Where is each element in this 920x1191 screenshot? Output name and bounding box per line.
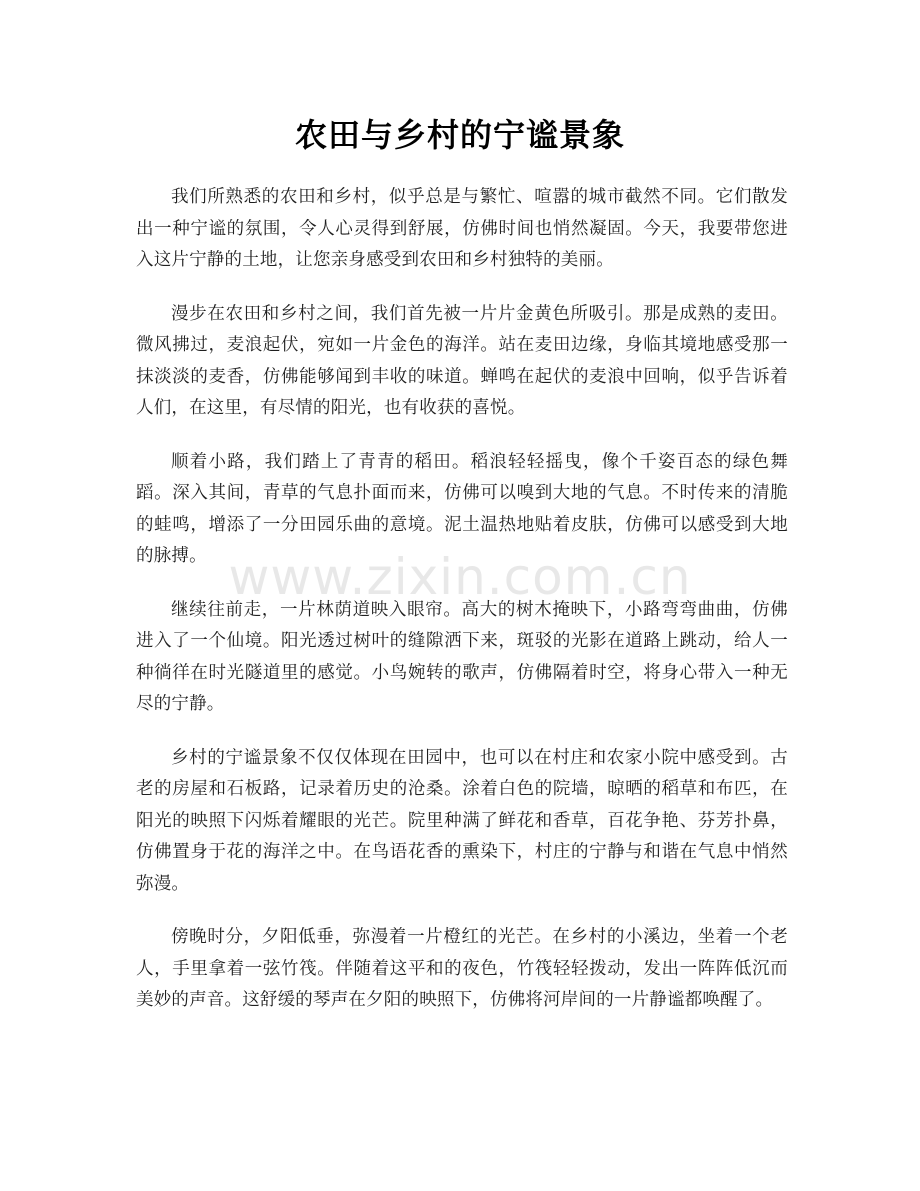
document-body (136, 182, 788, 1039)
paragraph-2: 漫步在农田和乡村之间，我们首先被一片片金黄色所吸引。那是成熟的麦田。微风拂过，麦浪起伏，宛如一片金色的海洋。站在麦田边缘，身临其境地感受那一抹淡淡的麦香，仿佛能够闻到丰收的味道。蝉鸣在起伏的麦浪中回响，似乎告诉着人们，在这里，有尽情的阳光，也有收获的喜悦。 (136, 303, 788, 418)
paragraph-6: 傍晚时分，夕阳低垂，弥漫着一片橙红的光芒。在乡村的小溪边，坐着一个老人，手里拿着一弦竹筏。伴随着这平和的夜色，竹筏轻轻拨动，发出一阵阵低沉而美妙的声音。这舒缓的琴声在夕阳的映照下，仿佛将河岸间的一片静谧都唤醒了。 (136, 927, 788, 1010)
paragraph-1: 我们所熟悉的农田和乡村，似乎总是与繁忙、喧嚣的城市截然不同。它们散发出一种宁谧的氛围，令人心灵得到舒展，仿佛时间也悄然凝固。今天，我要带您进入这片宁静的土地，让您亲身感受到农田和乡村独特的美丽。 (136, 187, 788, 270)
paragraph-5: 乡村的宁谧景象不仅仅体现在田园中，也可以在村庄和农家小院中感受到。古老的房屋和石板路，记录着历史的沧桑。涂着白色的院墙，晾晒的稻草和布匹，在阳光的映照下闪烁着耀眼的光芒。院里种满了鲜花和香草，百花争艳、芬芳扑鼻，仿佛置身于花的海洋之中。在鸟语花香的熏染下，村庄的宁静与和谐在气息中悄然弥漫。 (136, 747, 788, 894)
watermark: www.zixin.com.cn (228, 548, 692, 606)
paragraph-3: 顺着小路，我们踏上了青青的稻田。稻浪轻轻摇曳，像个千姿百态的绿色舞蹈。深入其间，青草的气息扑面而来，仿佛可以嗅到大地的气息。不时传来的清脆的蛙鸣，增添了一分田园乐曲的意境。泥土温热地贴着皮肤，仿佛可以感受到大地的脉搏。 (136, 451, 788, 566)
paragraph-4: 继续往前走，一片林荫道映入眼帘。高大的树木掩映下，小路弯弯曲曲，仿佛进入了一个仙境。阳光透过树叶的缝隙洒下来，斑驳的光影在道路上跳动，给人一种徜徉在时光隧道里的感觉。小鸟婉转的歌声，仿佛隔着时空，将身心带入一种无尽的宁静。 (136, 599, 788, 714)
document-title: 农田与乡村的宁谧景象 (294, 116, 625, 154)
